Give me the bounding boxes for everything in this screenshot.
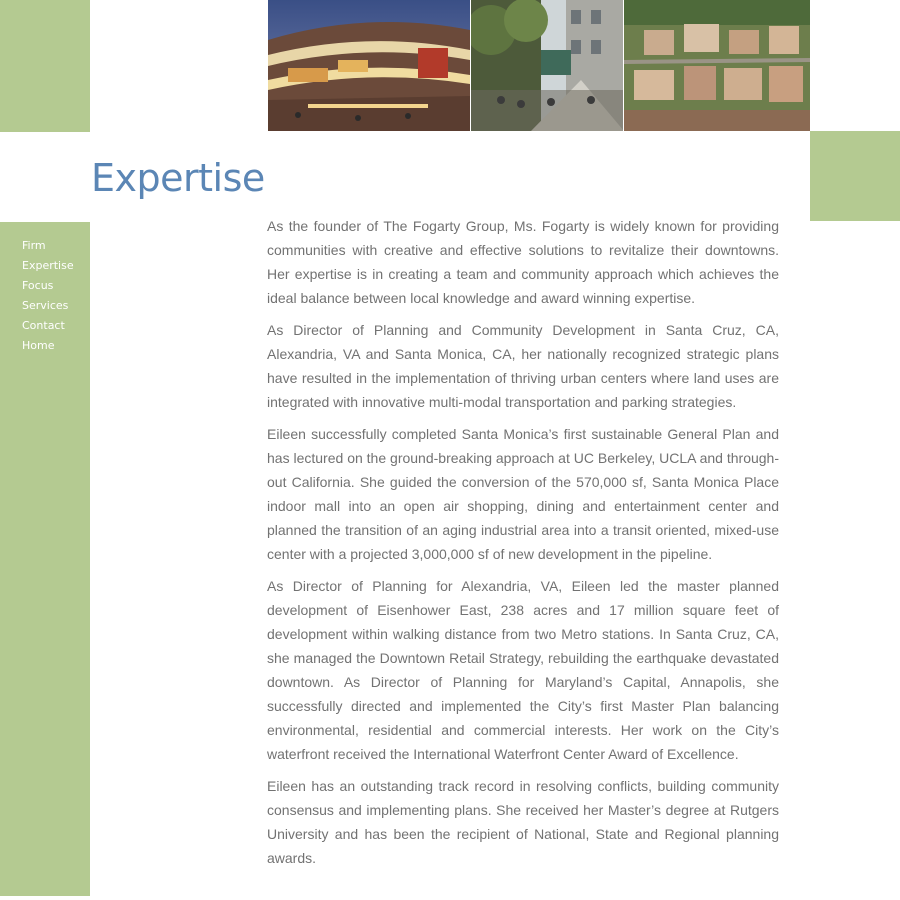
- nav-item-focus[interactable]: Focus: [22, 279, 54, 292]
- paragraph-founder: As the founder of The Fogarty Group, Ms. Fogarty is widely known for providing communities with creative and effective solutions to revitalize their downtowns. Her expertise is in creating a team and community approach which achieves the ideal balance between local knowledge and award winning expertise.: [267, 218, 779, 306]
- nav-item-home[interactable]: Home: [22, 339, 55, 352]
- nav-item-services[interactable]: Services: [22, 299, 69, 312]
- main-content: [267, 214, 779, 878]
- nav-item-firm[interactable]: Firm: [22, 239, 46, 252]
- header-photo-strip: [268, 0, 810, 131]
- aerial-development-photo: [623, 0, 810, 131]
- paragraph-track-record: Eileen has an outstanding track record in resolving conflicts, building community consensus and implementing plans. She received her Master’s degree at Rutgers University and has been the recipient of National, State and Regional planning awards.: [267, 778, 779, 866]
- shopping-mall-photo: [268, 0, 470, 131]
- main-navigation: [22, 238, 74, 358]
- nav-item-contact[interactable]: Contact: [22, 319, 65, 332]
- paragraph-santa-monica: Eileen successfully completed Santa Monica’s first sustainable General Plan and has lectured on the ground-breaking approach at UC Berkeley, UCLA and through-out California. She guided the conversion of the 570,000 sf, Santa Monica Place indoor mall into an open air shopping, dining and entertainment center and planned the transition of an aging industrial area into a transit oriented, mixed-use center with a projected 3,000,000 sf of new development in the pipeline.: [267, 426, 779, 562]
- left-green-block-top: [0, 0, 90, 132]
- street-scene-photo: [470, 0, 624, 131]
- right-green-block: [810, 131, 900, 221]
- nav-item-expertise[interactable]: Expertise: [22, 259, 74, 272]
- page-title: Expertise: [91, 156, 265, 200]
- paragraph-director-planning: As Director of Planning and Community Development in Santa Cruz, CA, Alexandria, VA and Santa Monica, CA, her nationally recognized strategic plans have resulted in the implementation of thriving urban centers where land uses are integrated with innovative multi-modal transportation and parking strategies.: [267, 322, 779, 410]
- paragraph-alexandria: As Director of Planning for Alexandria, VA, Eileen led the master planned development of Eisenhower East, 238 acres and 17 million square feet of development within walking distance from two Metro stations. In Santa Cruz, CA, she managed the Downtown Retail Strategy, rebuilding the earthquake devastated downtown. As Director of Planning for Maryland’s Capital, Annapolis, she successfully directed and implemented the City’s first Master Plan balancing environmental, residential and commercial interests. Her work on the City’s waterfront received the International Waterfront Center Award of Excellence.: [267, 578, 779, 762]
